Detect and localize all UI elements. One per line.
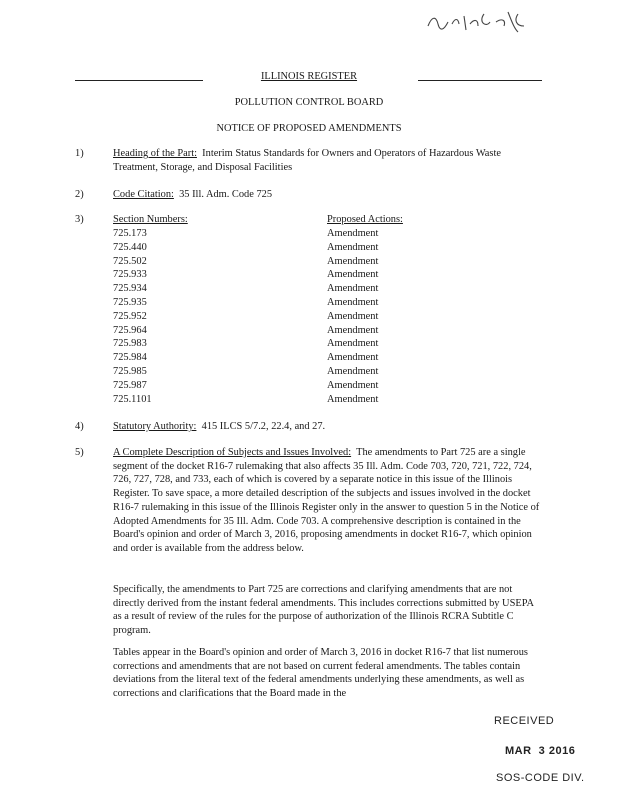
section-number: 725.173 xyxy=(113,228,147,239)
item-1-number: 1) xyxy=(75,148,84,159)
proposed-actions-header: Proposed Actions: xyxy=(327,214,403,225)
item-2-number: 2) xyxy=(75,189,84,200)
item-5-number: 5) xyxy=(75,447,84,458)
agency-name: POLLUTION CONTROL BOARD xyxy=(234,97,384,108)
signature-scribble xyxy=(424,4,534,38)
paragraph-specifically: Specifically, the amendments to Part 725 are corrections and clarifying amendments that are not directly derived from the instant federal amendments. This includes corrections submitted by USEPA as a result of review of the rules for the purpose of authorization of the Illinois RCRA Subtitle C program. xyxy=(113,584,534,637)
section-number: 725.502 xyxy=(113,255,147,267)
proposed-action: Amendment xyxy=(327,296,379,308)
proposed-action: Amendment xyxy=(327,338,379,350)
proposed-action: Amendment xyxy=(327,269,379,281)
proposed-action: Amendment xyxy=(327,310,379,322)
section-number: 725.964 xyxy=(113,324,147,336)
proposed-action: Amendment xyxy=(327,283,379,295)
proposed-action: Amendment xyxy=(327,352,379,364)
item-5-body xyxy=(113,446,543,556)
item-4-body xyxy=(113,420,543,434)
section-number: 725.1101 xyxy=(113,393,152,405)
stamp-office: SOS-CODE DIV. xyxy=(496,772,585,784)
proposed-action: Amendment xyxy=(327,365,379,377)
item-1-text: Interim Status Standards for Owners and Operators of Hazardous Waste Treatment, Storage, and Disposal Facilities xyxy=(113,148,501,173)
item-4-label: Statutory Authority: xyxy=(113,421,197,432)
item-4-number: 4) xyxy=(75,421,84,432)
proposed-action-list xyxy=(327,227,378,406)
item-2-body xyxy=(113,188,543,202)
section-number: 725.987 xyxy=(113,379,147,391)
notice-title: NOTICE OF PROPOSED AMENDMENTS xyxy=(216,123,402,134)
proposed-action: Amendment xyxy=(327,241,379,253)
proposed-action: Amendment xyxy=(327,255,379,267)
item-4-text: 415 ILCS 5/7.2, 22.4, and 27. xyxy=(201,421,326,432)
item-1-label: Heading of the Part: xyxy=(113,148,197,159)
item-5-text: The amendments to Part 725 are a single segment of the docket R16-7 rulemaking that also affects 35 Ill. Adm. Code 703, 720, 721, 722, 724, 726, 727, 728, and 733, each of which is covered by a separate notice in this issue of the Illinois Register. To save space, a more detailed description of the subjects and issues involved in the docket R16-7 rulemaking in this issue of the Illinois Register only in the answer to question 5 in the Notice of Adopted Amendments for 35 Ill. Adm. Code 703. A comprehensive description is contained in the Board's opinion and order of March 3, 2016, proposing amendments in docket R16-7, which opinion and order is available from the address below. xyxy=(113,447,540,554)
item-2-text: 35 Ill. Adm. Code 725 xyxy=(179,189,273,200)
section-numbers-header: Section Numbers: xyxy=(113,214,188,225)
stamp-date: MAR 3 2016 xyxy=(505,745,576,757)
section-number: 725.934 xyxy=(113,283,147,295)
item-3-number: 3) xyxy=(75,214,84,225)
section-number: 725.440 xyxy=(113,241,147,253)
paragraph-tables: Tables appear in the Board's opinion and order of March 3, 2016 in docket R16-7 that list numerous corrections and amendments that are not based on current federal amendments. The tables contain deviations from the literal text of the federal amendments underlying these amendments, as well as corrections and clarifications that the Board made in the xyxy=(113,647,528,700)
proposed-action: Amendment xyxy=(327,228,379,239)
proposed-action: Amendment xyxy=(327,379,379,391)
proposed-action: Amendment xyxy=(327,393,379,405)
register-title: ILLINOIS REGISTER xyxy=(260,71,358,82)
item-5-label: A Complete Description of Subjects and Issues Involved: xyxy=(113,447,352,458)
section-number: 725.983 xyxy=(113,338,147,350)
item-1-body xyxy=(113,147,543,174)
section-number: 725.935 xyxy=(113,296,147,308)
proposed-action: Amendment xyxy=(327,324,379,336)
section-number: 725.985 xyxy=(113,365,147,377)
section-number: 725.933 xyxy=(113,269,147,281)
section-number: 725.984 xyxy=(113,352,147,364)
stamp-received: RECEIVED xyxy=(494,715,555,727)
section-number: 725.952 xyxy=(113,310,147,322)
section-number-list xyxy=(113,227,152,406)
item-2-label: Code Citation: xyxy=(113,189,174,200)
